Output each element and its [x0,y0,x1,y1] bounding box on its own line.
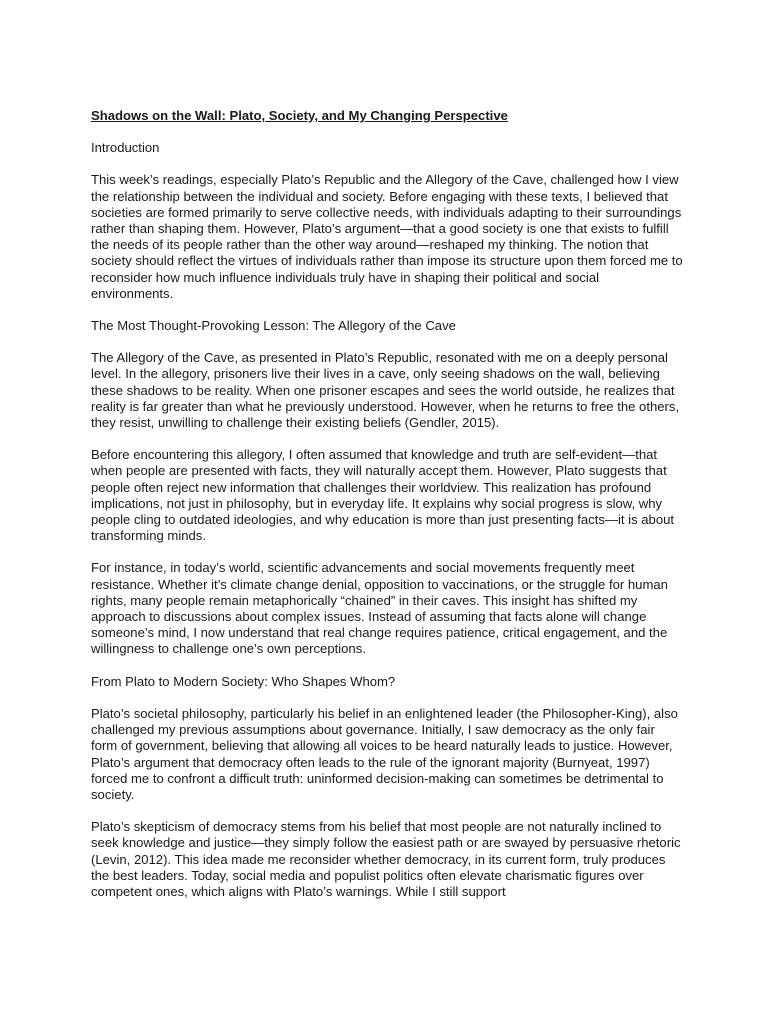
section-heading-introduction: Introduction [91,140,160,156]
document-title: Shadows on the Wall: Plato, Society, and My Changing Perspective [91,108,508,123]
paragraph: Before encountering this allegory, I often assumed that knowledge and truth are self-evident—that when people are presented with facts, they will naturally accept them. However, Plato suggests that people often reject new information that challenges their worldview. This realization has profound implications, not just in philosophy, but in everyday life. It explains why social progress is slow, why people cling to outdated ideologies, and why education is more than just presenting facts—it is about transforming minds. [91,447,675,544]
section-heading-modern-society: From Plato to Modern Society: Who Shapes Whom? [91,673,396,689]
section-heading-allegory: The Most Thought-Provoking Lesson: The Allegory of the Cave [91,318,456,334]
document-body [91,108,683,916]
paragraph: The Allegory of the Cave, as presented in Plato’s Republic, resonated with me on a deeply personal level. In the allegory, prisoners live their lives in a cave, only seeing shadows on the wall, believing these shadows to be reality. When one prisoner escapes and sees the world outside, he realizes that reality is far greater than what he previously understood. However, when he returns to free the others, they resist, unwilling to challenge their existing beliefs (Gendler, 2015). [91,350,680,431]
paragraph: Plato’s skepticism of democracy stems from his belief that most people are not naturally inclined to seek knowledge and justice—they simply follow the easiest path or are swayed by persuasive rhetoric (Levin, 2012). This idea made me reconsider whether democracy, in its current form, truly produces the best leaders. Today, social media and populist politics often elevate charismatic figures over competent ones, which aligns with Plato’s warnings. While I still support [91,819,681,899]
paragraph: Plato’s societal philosophy, particularly his belief in an enlightened leader (the Philosopher-King), also challenged my previous assumptions about governance. Initially, I saw democracy as the only fair form of government, believing that allowing all voices to be heard naturally leads to justice. However, Plato’s argument that democracy often leads to the rule of the ignorant majority (Burnyeat, 1997) forced me to confront a difficult truth: uninformed decision-making can sometimes be detrimental to society. [91,705,678,802]
paragraph: This week’s readings, especially Plato’s Republic and the Allegory of the Cave, challenged how I view the relationship between the individual and society. Before engaging with these texts, I believed that societies are formed primarily to serve collective needs, with individuals adapting to their surroundings rather than shaping them. However, Plato’s argument—that a good society is one that exists to fulfill the needs of its people rather than the other way around—reshaped my thinking. The notion that society should reflect the virtues of individuals rather than impose its structure upon them forced me to reconsider how much influence individuals truly have in shaping their political and social environments. [91,172,683,301]
paragraph: For instance, in today’s world, scientific advancements and social movements frequently meet resistance. Whether it’s climate change denial, opposition to vaccinations, or the struggle for human rights, many people remain metaphorically “chained” in their caves. This insight has shifted my approach to discussions about complex issues. Instead of assuming that facts alone will change someone’s mind, I now understand that real change requires patience, critical engagement, and the willingness to challenge one’s own perceptions. [91,560,668,657]
